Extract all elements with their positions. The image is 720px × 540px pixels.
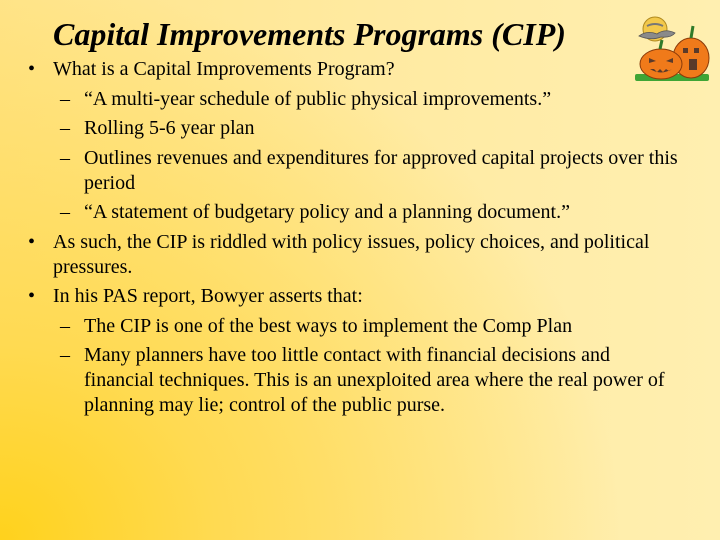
bullet-item — [0, 57, 683, 82]
bullet-list — [0, 57, 720, 423]
bullet-dot-icon: • — [28, 285, 36, 307]
bullet-item — [0, 284, 683, 309]
dash-icon: – — [60, 344, 70, 366]
bullet-text: Rolling 5-6 year plan — [84, 117, 255, 139]
bullet-dot-icon: • — [28, 58, 36, 80]
sub-bullet-item — [0, 314, 679, 339]
bullet-item — [0, 230, 683, 280]
sub-bullet-item — [0, 343, 679, 418]
bullet-dot-icon: • — [28, 230, 36, 253]
sub-bullet-item — [0, 87, 679, 112]
dash-icon: – — [60, 146, 70, 169]
dash-icon: – — [60, 314, 70, 337]
dash-icon: – — [60, 87, 70, 110]
bullet-text: In his PAS report, Bowyer asserts that: — [53, 285, 363, 307]
bullet-text: What is a Capital Improvements Program? — [53, 58, 395, 80]
bullet-text: Many planners have too little contact with financial decisions and financial techniques. This is an unexploited area where the real power of planning may lie; control of the public purse. — [84, 344, 665, 416]
bullet-text: “A multi-year schedule of public physical improvements.” — [84, 87, 552, 110]
slide-title: Capital Improvements Programs (CIP) — [53, 16, 566, 52]
bullet-text: “A statement of budgetary policy and a planning document.” — [84, 201, 570, 223]
sub-bullet-item — [0, 146, 679, 196]
bullet-text: Outlines revenues and expenditures for approved capital projects over this period — [84, 146, 678, 194]
sub-bullet-item — [0, 116, 679, 141]
dash-icon: – — [60, 201, 70, 223]
dash-icon: – — [60, 117, 70, 139]
bullet-text: The CIP is one of the best ways to implement the Comp Plan — [84, 314, 573, 337]
sub-bullet-item — [0, 200, 679, 225]
bullet-text: As such, the CIP is riddled with policy issues, policy choices, and political pressures. — [53, 230, 650, 278]
